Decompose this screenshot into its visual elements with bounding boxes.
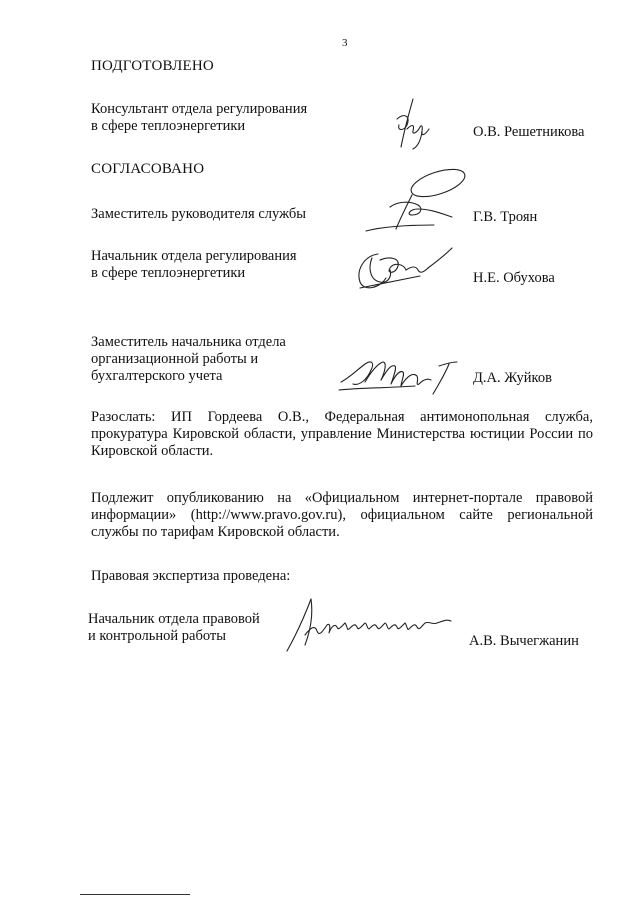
page-number: 3 bbox=[342, 37, 348, 49]
legal-review-heading: Правовая экспертиза проведена: bbox=[91, 568, 291, 584]
publication-paragraph: Подлежит опубликованию на «Официальном интернет-портале правовой информации» (http://www.pravo.gov.ru), официальном сайте региональной службы по тарифам Кировской области. bbox=[91, 490, 593, 540]
legal-review-name: А.В. Вычегжанин bbox=[469, 633, 579, 649]
prepared-name: О.В. Решетникова bbox=[473, 124, 585, 140]
signature-obukhova bbox=[350, 240, 460, 295]
footnote-separator bbox=[80, 894, 190, 895]
agreed-signer-1-position bbox=[91, 206, 306, 223]
legal-review-position bbox=[88, 611, 260, 645]
agreed-signer-3-position-line-3: бухгалтерского учета bbox=[91, 368, 223, 384]
signature-zhuikov bbox=[335, 352, 470, 397]
signature-troyan bbox=[360, 165, 470, 240]
agreed-signer-3-position-line-2: организационной работы и bbox=[91, 351, 259, 367]
prepared-position-line-1: Консультант отдела регулирования bbox=[91, 101, 308, 117]
agreed-signer-2-position-line-1: Начальник отдела регулирования bbox=[91, 248, 297, 264]
prepared-heading: ПОДГОТОВЛЕНО bbox=[91, 58, 214, 74]
agreed-signer-1-position-line-1: Заместитель руководителя службы bbox=[91, 206, 307, 222]
prepared-position-line-2: в сфере теплоэнергетики bbox=[91, 118, 246, 134]
signature-vychegzhanin bbox=[275, 595, 465, 655]
prepared-position bbox=[91, 101, 307, 135]
agreed-signer-2-position-line-2: в сфере теплоэнергетики bbox=[91, 265, 246, 281]
agreed-signer-2-name: Н.Е. Обухова bbox=[473, 270, 555, 286]
legal-review-position-line-2: и контрольной работы bbox=[88, 628, 226, 644]
agreed-heading: СОГЛАСОВАНО bbox=[91, 161, 205, 177]
agreed-signer-1-name: Г.В. Троян bbox=[473, 209, 538, 225]
agreed-signer-2-position bbox=[91, 248, 297, 282]
agreed-signer-3-name: Д.А. Жуйков bbox=[473, 370, 552, 386]
legal-review-position-line-1: Начальник отдела правовой bbox=[88, 611, 260, 627]
distribution-paragraph: Разослать: ИП Гордеева О.В., Федеральная антимонопольная служба, прокуратура Кировской области, управление Министерства юстиции России по Кировской области. bbox=[91, 409, 593, 459]
agreed-signer-3-position-line-1: Заместитель начальника отдела bbox=[91, 334, 286, 350]
agreed-signer-3-position bbox=[91, 334, 286, 385]
signature-reshetnikova bbox=[385, 95, 440, 155]
